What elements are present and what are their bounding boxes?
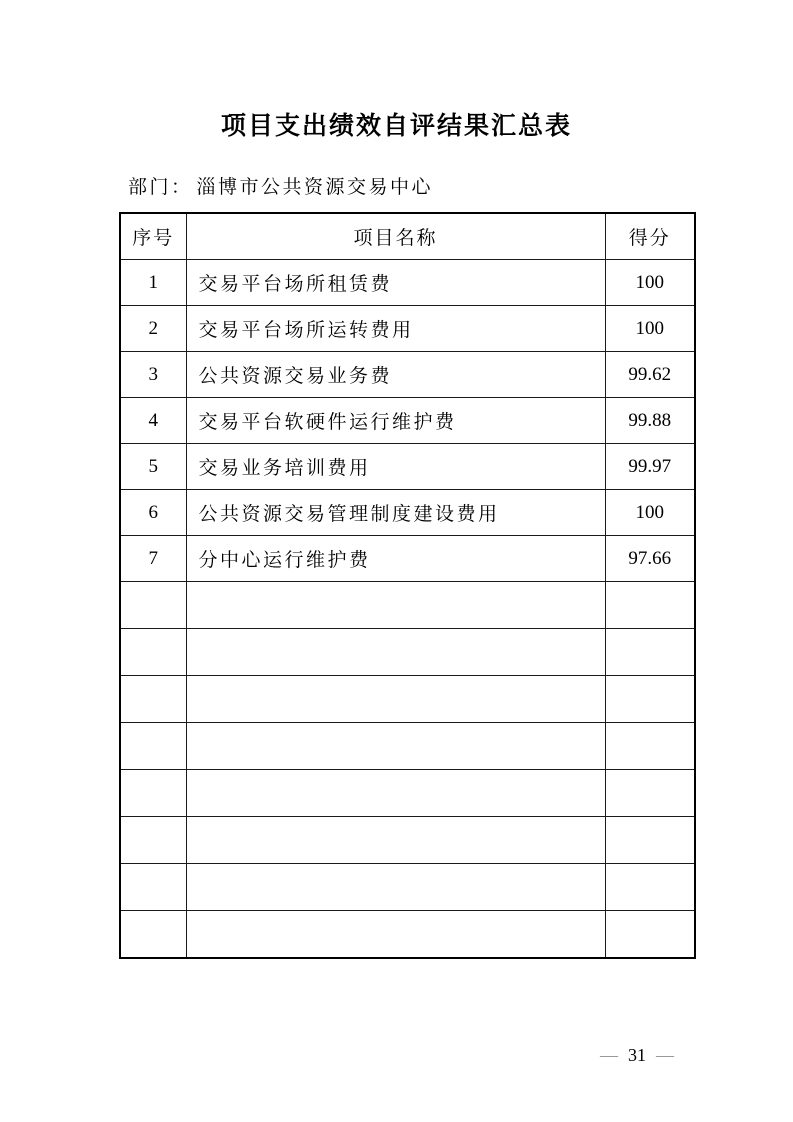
cell-serial-number <box>120 582 186 629</box>
cell-score: 100 <box>605 260 695 306</box>
cell-score <box>605 629 695 676</box>
cell-serial-number <box>120 629 186 676</box>
cell-score <box>605 582 695 629</box>
cell-serial-number: 1 <box>120 260 186 306</box>
table-row <box>120 306 695 352</box>
department-line <box>128 176 793 200</box>
table-row-empty <box>120 864 695 911</box>
cell-score: 97.66 <box>605 536 695 582</box>
page-number <box>600 1045 674 1066</box>
cell-score: 100 <box>605 306 695 352</box>
cell-project-name: 交易平台场所运转费用 <box>186 306 605 352</box>
cell-score <box>605 817 695 864</box>
table-row-empty <box>120 676 695 723</box>
table-row-empty <box>120 629 695 676</box>
table-header-row <box>120 213 695 260</box>
cell-project-name <box>186 582 605 629</box>
table-row-empty <box>120 911 695 959</box>
table-row <box>120 260 695 306</box>
cell-score <box>605 911 695 959</box>
cell-project-name: 公共资源交易业务费 <box>186 352 605 398</box>
cell-project-name <box>186 723 605 770</box>
cell-project-name <box>186 676 605 723</box>
cell-score <box>605 723 695 770</box>
cell-serial-number <box>120 770 186 817</box>
cell-score <box>605 770 695 817</box>
column-header-serial: 序号 <box>120 213 186 260</box>
cell-project-name: 交易平台场所租赁费 <box>186 260 605 306</box>
department-label: 部门： <box>128 177 193 198</box>
cell-project-name: 交易业务培训费用 <box>186 444 605 490</box>
table-row <box>120 444 695 490</box>
table-row <box>120 398 695 444</box>
cell-project-name: 分中心运行维护费 <box>186 536 605 582</box>
cell-project-name: 公共资源交易管理制度建设费用 <box>186 490 605 536</box>
table-row <box>120 536 695 582</box>
cell-serial-number <box>120 676 186 723</box>
cell-project-name <box>186 629 605 676</box>
table-row <box>120 490 695 536</box>
cell-serial-number: 3 <box>120 352 186 398</box>
cell-project-name <box>186 911 605 959</box>
cell-serial-number <box>120 864 186 911</box>
cell-score: 99.88 <box>605 398 695 444</box>
cell-project-name: 交易平台软硬件运行维护费 <box>186 398 605 444</box>
cell-project-name <box>186 817 605 864</box>
summary-table-body <box>120 260 695 959</box>
department-value: 淄博市公共资源交易中心 <box>196 177 434 198</box>
cell-serial-number: 6 <box>120 490 186 536</box>
cell-score: 99.97 <box>605 444 695 490</box>
cell-serial-number: 2 <box>120 306 186 352</box>
cell-serial-number <box>120 817 186 864</box>
page-number-value: 31 <box>628 1045 646 1065</box>
page-number-dash-right: — <box>656 1045 674 1065</box>
cell-project-name <box>186 864 605 911</box>
cell-serial-number: 7 <box>120 536 186 582</box>
cell-score <box>605 864 695 911</box>
table-row <box>120 352 695 398</box>
cell-score <box>605 676 695 723</box>
cell-serial-number <box>120 723 186 770</box>
cell-serial-number: 4 <box>120 398 186 444</box>
column-header-project-name: 项目名称 <box>186 213 605 260</box>
page-title: 项目支出绩效自评结果汇总表 <box>220 112 572 140</box>
table-row-empty <box>120 723 695 770</box>
page-number-dash-left: — <box>600 1045 618 1065</box>
cell-score: 99.62 <box>605 352 695 398</box>
cell-score: 100 <box>605 490 695 536</box>
column-header-score: 得分 <box>605 213 695 260</box>
summary-table <box>119 212 696 959</box>
table-row-empty <box>120 817 695 864</box>
cell-serial-number <box>120 911 186 959</box>
table-row-empty <box>120 582 695 629</box>
table-row-empty <box>120 770 695 817</box>
cell-project-name <box>186 770 605 817</box>
cell-serial-number: 5 <box>120 444 186 490</box>
